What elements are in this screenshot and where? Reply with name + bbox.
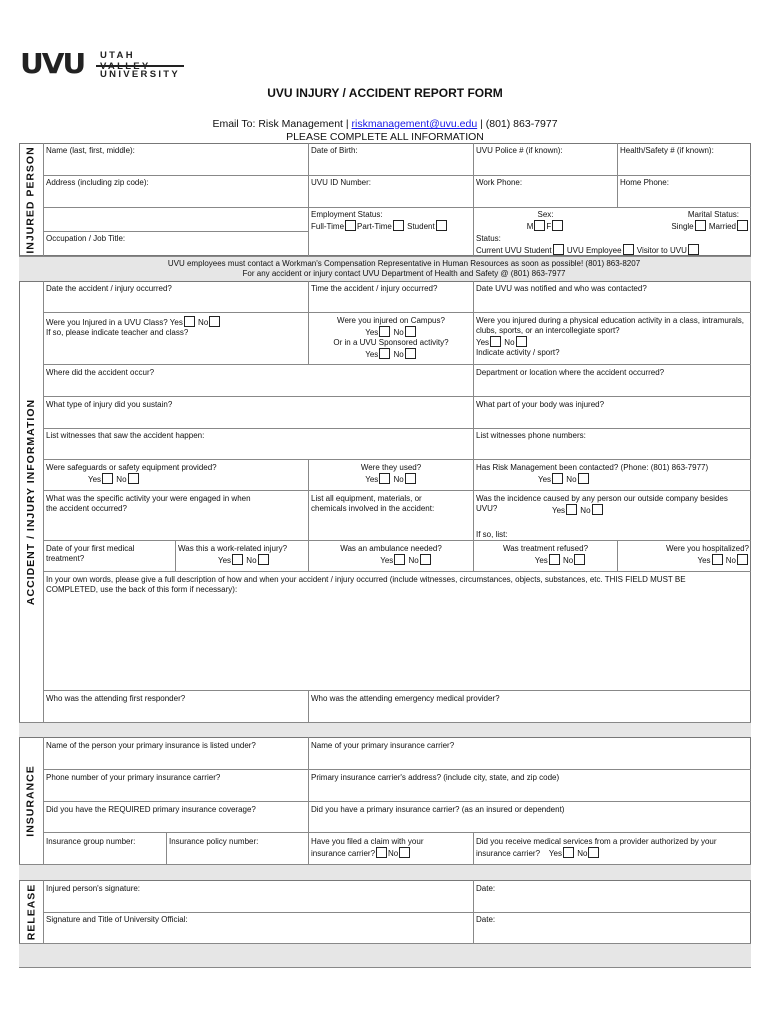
single-label: Single [671,222,694,231]
field-campus [309,314,473,362]
married-label: Married [708,222,736,231]
parttime-label: Part-Time [357,222,392,231]
used-no-label: No [393,475,404,484]
ambulance-yes-checkbox[interactable] [394,554,405,565]
used-no-checkbox[interactable] [405,473,416,484]
field-occupation[interactable]: Occupation / Job Title: [46,234,126,243]
field-authorized-provider [474,835,751,861]
field-used [309,461,473,487]
field-homephone[interactable]: Home Phone: [620,178,669,187]
female-checkbox[interactable] [552,220,563,231]
field-primary-insured-name[interactable]: Name of the person your primary insurance is listed under? [46,741,256,750]
field-have-primary[interactable]: Did you have a primary insurance carrier? (as an insured or dependent) [311,805,565,814]
field-address[interactable]: Address (including zip code): [46,178,149,187]
fulltime-label: Full-Time [311,222,345,231]
work-related-no-checkbox[interactable] [258,554,269,565]
single-checkbox[interactable] [695,220,706,231]
claim-question: Have you filed a claim with your insurance carrier? [311,837,424,858]
risk-question: Has Risk Management been contacted? (Phone: (801) 863-7977) [476,463,709,472]
separator-band-2 [19,864,751,881]
current-student-label: Current UVU Student [476,246,552,255]
caused-no-label: No [580,506,591,515]
field-workphone[interactable]: Work Phone: [476,178,523,187]
field-work-related [176,542,308,568]
sponsored-no-checkbox[interactable] [405,348,416,359]
pe-no-checkbox[interactable] [516,336,527,347]
field-date-occurred[interactable]: Date the accident / injury occurred? [46,284,172,293]
ambulance-no-label: No [408,556,419,565]
class-no-checkbox[interactable] [209,316,220,327]
employee-checkbox[interactable] [623,244,634,255]
field-official-signature[interactable]: Signature and Title of University Official: [46,915,188,924]
visitor-checkbox[interactable] [688,244,699,255]
campus-no-label: No [393,328,404,337]
ambulance-no-checkbox[interactable] [420,554,431,565]
email-suffix: | (801) 863-7977 [477,118,558,130]
field-sex [474,208,617,234]
employment-label: Employment Status: [311,210,383,219]
claim-no-label: No [388,849,399,858]
field-dob[interactable]: Date of Birth: [311,146,358,155]
field-department[interactable]: Department or location where the accident occurred? [476,368,665,377]
logo-line2: UNIVERSITY [100,69,181,80]
refused-yes-checkbox[interactable] [549,554,560,565]
uvu-logo [20,48,185,80]
section-label-accident: ACCIDENT / INJURY INFORMATION [25,398,37,606]
section-label-injured: INJURED PERSON [25,145,38,254]
claim-yes-checkbox[interactable] [376,847,387,858]
work-related-no-label: No [246,556,257,565]
caused-ifso: If so, list: [476,530,508,539]
ambulance-question: Was an ambulance needed? [340,544,442,553]
notice-workman: UVU employees must contact a Workman's Compensation Representative in Human Resources as soon as possible! (801) 863-8207 [167,259,641,268]
field-employment [309,208,473,234]
risk-no-checkbox[interactable] [578,473,589,484]
notice-health-safety: For any accident or injury contact UVU Department of Health and Safety @ (801) 863-7977 [242,269,566,278]
risk-yes-checkbox[interactable] [552,473,563,484]
field-specific-activity[interactable]: What was the specific activity your were engaged in when the accident occurred? [46,494,251,513]
current-student-checkbox[interactable] [553,244,564,255]
refused-no-checkbox[interactable] [574,554,585,565]
caused-question: Was the incidence caused by any person our outside company besides UVU? [476,494,728,513]
field-injury-type[interactable]: What type of injury did you sustain? [46,400,173,409]
authorized-question: Did you receive medical services from a provider authorized by your insurance carrier? [476,837,717,858]
campus-yes-checkbox[interactable] [379,326,390,337]
hospitalized-yes-checkbox[interactable] [712,554,723,565]
field-safeguards [44,461,308,487]
field-marital [618,208,751,234]
field-claim-filed [309,835,473,861]
field-official-date[interactable]: Date: [476,915,496,924]
pe-yes-checkbox[interactable] [490,336,501,347]
field-name[interactable]: Name (last, first, middle): [46,146,135,155]
student-label: Student [407,222,435,231]
refused-question: Was treatment refused? [502,544,589,553]
field-policy-number[interactable]: Insurance policy number: [169,837,259,846]
field-hospitalized [618,542,751,568]
caused-yes-checkbox[interactable] [566,504,577,515]
ambulance-yes-label: Yes [380,556,394,565]
parttime-checkbox[interactable] [393,220,404,231]
field-required-coverage[interactable]: Did you have the REQUIRED primary insurance coverage? [46,805,256,814]
campus-question: Were you injured on Campus? [337,316,445,325]
married-checkbox[interactable] [737,220,748,231]
safeguards-no-label: No [116,475,127,484]
authorized-no-label: No [577,849,588,858]
pe-question: Were you injured during a physical education activity in a class, intramurals, clubs, sports, or an intercollegiate sport? [476,316,744,335]
sponsored-yes-label: Yes [365,350,379,359]
field-group-number[interactable]: Insurance group number: [46,837,136,846]
class-no-label: No [198,318,209,327]
field-witnesses[interactable]: List witnesses that saw the accident happen: [46,431,205,440]
status-label: Status: [476,234,501,243]
safeguards-no-checkbox[interactable] [128,473,139,484]
sponsored-question: Or in a UVU Sponsored activity? [333,338,449,347]
field-where[interactable]: Where did the accident occur? [46,368,155,377]
refused-yes-label: Yes [534,556,548,565]
student-checkbox[interactable] [436,220,447,231]
used-yes-label: Yes [365,475,379,484]
marital-label: Marital Status: [687,210,739,219]
field-health[interactable]: Health/Safety # (if known): [620,146,714,155]
email-line [0,118,770,130]
form-title: UVU INJURY / ACCIDENT REPORT FORM [267,86,503,100]
work-related-yes-checkbox[interactable] [232,554,243,565]
section-label-release: RELEASE [25,883,37,941]
field-carrier-phone[interactable]: Phone number of your primary insurance carrier? [46,773,221,782]
sponsored-yes-checkbox[interactable] [379,348,390,359]
field-class-injury [44,314,308,340]
please-complete: PLEASE COMPLETE ALL INFORMATION [286,131,484,143]
employee-label: UVU Employee [566,246,622,255]
male-checkbox[interactable] [534,220,545,231]
safeguards-question: Were safeguards or safety equipment provided? [46,463,217,472]
caused-no-checkbox[interactable] [592,504,603,515]
field-police[interactable]: UVU Police # (if known): [476,146,563,155]
hospitalized-yes-label: Yes [697,556,711,565]
email-prefix: Email To: Risk Management | [212,118,352,130]
hospitalized-no-checkbox[interactable] [737,554,748,565]
field-carrier-address[interactable]: Primary insurance carrier's address? (include city, state, and zip code) [311,773,560,782]
work-related-yes-label: Yes [218,556,232,565]
logo-mark: UVU [20,47,85,80]
caused-yes-label: Yes [552,506,566,515]
work-related-question: Was this a work-related injury? [178,544,288,553]
used-yes-checkbox[interactable] [379,473,390,484]
hospitalized-question: Were you hospitalized? [665,544,749,553]
campus-yes-label: Yes [365,328,379,337]
campus-no-checkbox[interactable] [405,326,416,337]
separator-band-1 [19,722,751,738]
male-label: M [526,222,534,231]
refused-no-label: No [563,556,574,565]
field-first-medical[interactable]: Date of your first medical treatment? [46,544,135,563]
field-ambulance [309,542,473,568]
risk-no-label: No [566,475,577,484]
pe-no-label: No [504,338,515,347]
sex-label: Sex: [537,210,554,219]
hospitalized-no-label: No [725,556,736,565]
fulltime-checkbox[interactable] [345,220,356,231]
sponsored-no-label: No [393,350,404,359]
field-time-occurred[interactable]: Time the accident / injury occurred? [311,284,438,293]
section-label-insurance: INSURANCE [25,765,38,837]
field-equipment[interactable]: List all equipment, materials, or chemicals involved in the accident: [311,494,435,513]
field-signature[interactable]: Injured person's signature: [46,884,141,893]
field-status [474,232,751,258]
claim-no-checkbox[interactable] [399,847,410,858]
field-caused-by [474,492,751,542]
safeguards-yes-checkbox[interactable] [102,473,113,484]
field-pe-activity [474,314,751,360]
class-teacher-question: If so, please indicate teacher and class? [46,328,189,337]
authorized-no-checkbox[interactable] [588,847,599,858]
email-link[interactable]: riskmanagement@uvu.edu [351,118,478,130]
field-risk-contacted [474,461,751,487]
field-first-responder[interactable]: Who was the attending first responder? [46,694,186,703]
authorized-yes-label: Yes [548,849,562,858]
visitor-label: Visitor to UVU [636,246,687,255]
used-question: Were they used? [360,463,422,472]
bottom-band [19,943,751,968]
field-description[interactable]: In your own words, please give a full description of how and when your accident / injury occurred (include witnesses, circumstances, objects, substances, etc. THIS FIELD MUST BE COMPLETED, use the back of this form if necessary): [46,575,686,594]
risk-yes-label: Yes [538,475,552,484]
class-yes-checkbox[interactable] [184,316,195,327]
field-signature-date[interactable]: Date: [476,884,496,893]
class-question: Were you Injured in a UVU Class? Yes [46,318,183,327]
field-date-notified[interactable]: Date UVU was notified and who was contacted? [476,284,647,293]
field-uvuid[interactable]: UVU ID Number: [311,178,372,187]
female-label: F [546,222,552,231]
field-emergency-provider[interactable]: Who was the attending emergency medical provider? [311,694,500,703]
safeguards-yes-label: Yes [88,475,102,484]
authorized-yes-checkbox[interactable] [563,847,574,858]
logo-line1: UTAH [100,50,135,61]
pe-indicate: Indicate activity / sport? [476,348,560,357]
pe-yes-label: Yes [476,338,490,347]
field-refused [474,542,617,568]
field-carrier-name[interactable]: Name of your primary insurance carrier? [311,741,455,750]
field-witness-phones[interactable]: List witnesses phone numbers: [476,431,586,440]
field-body-part[interactable]: What part of your body was injured? [476,400,605,409]
logo-divider [96,65,184,67]
